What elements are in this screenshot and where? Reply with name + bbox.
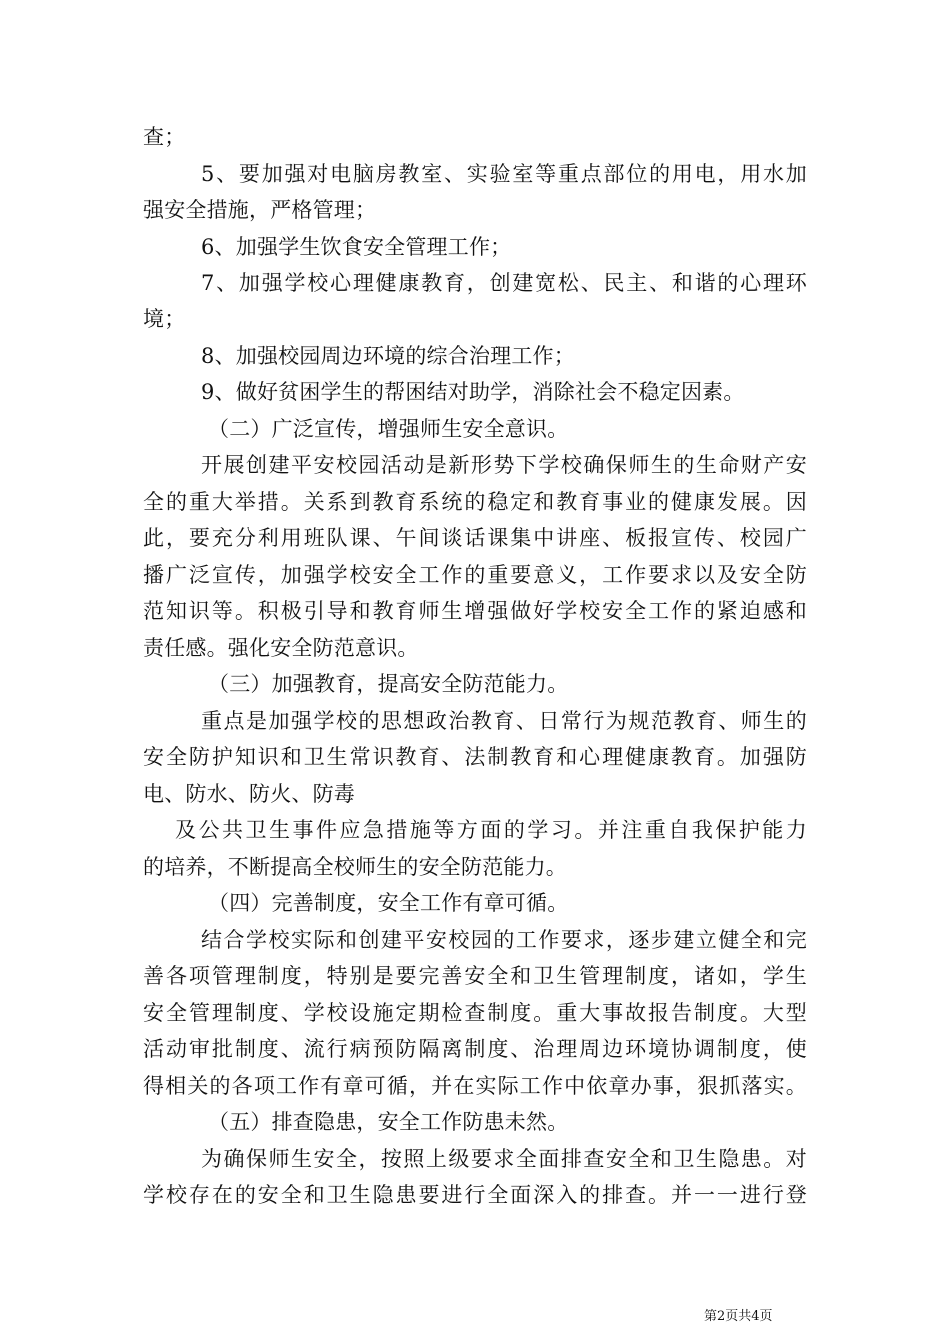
text-line: 活动审批制度、流行病预防隔离制度、治理周边环境协调制度，使: [143, 1037, 807, 1061]
text-line: 9、做好贫困学生的帮困结对助学，消除社会不稳定因素。: [201, 380, 745, 404]
text-line: 此，要充分利用班队课、午间谈话课集中讲座、板报宣传、校园广: [143, 526, 807, 550]
section-heading: （四）完善制度，安全工作有章可循。: [208, 891, 569, 915]
text-line: 境；: [143, 307, 186, 331]
text-line: 得相关的各项工作有章可循，并在实际工作中依章办事，狠抓落实。: [143, 1074, 807, 1098]
text-line: 8、加强校园周边环境的综合治理工作；: [201, 344, 575, 368]
text-line: 安全管理制度、学校设施定期检查制度。重大事故报告制度。大型: [143, 1001, 807, 1025]
page-number: 第2页共4页: [704, 1309, 773, 1324]
text-line: 及公共卫生事件应急措施等方面的学习。并注重自我保护能力: [175, 818, 807, 842]
text-line: 电、防水、防火、防毒: [143, 782, 355, 806]
text-line: 范知识等。积极引导和教育师生增强做好学校安全工作的紧迫感和: [143, 599, 807, 623]
text-line: 开展创建平安校园活动是新形势下学校确保师生的生命财产安: [201, 453, 807, 477]
text-line: 7、加强学校心理健康教育，创建宽松、民主、和谐的心理环: [201, 271, 807, 295]
text-line: 责任感。强化安全防范意识。: [143, 636, 419, 660]
text-line: 播广泛宣传，加强学校安全工作的重要意义，工作要求以及安全防: [143, 563, 807, 587]
text-line: 的培养，不断提高全校师生的安全防范能力。: [143, 855, 567, 879]
section-heading: （五）排查隐患，安全工作防患未然。: [208, 1110, 569, 1134]
text-line: 重点是加强学校的思想政治教育、日常行为规范教育、师生的: [201, 709, 807, 733]
text-line: 全的重大举措。关系到教育系统的稳定和教育事业的健康发展。因: [143, 490, 807, 514]
text-line: 结合学校实际和创建平安校园的工作要求，逐步建立健全和完: [201, 928, 807, 952]
section-heading: （二）广泛宣传，增强师生安全意识。: [208, 417, 569, 441]
text-line: 为确保师生安全，按照上级要求全面排查安全和卫生隐患。对: [201, 1147, 807, 1171]
text-line: 查；: [143, 125, 186, 149]
text-line: 学校存在的安全和卫生隐患要进行全面深入的排查。并一一进行登: [143, 1183, 807, 1207]
section-heading: （三）加强教育，提高安全防范能力。: [208, 672, 569, 696]
text-line: 安全防护知识和卫生常识教育、法制教育和心理健康教育。加强防: [143, 745, 807, 769]
text-line: 善各项管理制度，特别是要完善安全和卫生管理制度，诸如，学生: [143, 964, 807, 988]
text-line: 5、要加强对电脑房教室、实验室等重点部位的用电，用水加: [201, 162, 807, 186]
text-line: 6、加强学生饮食安全管理工作；: [201, 235, 512, 259]
text-line: 强安全措施，严格管理；: [143, 198, 377, 222]
